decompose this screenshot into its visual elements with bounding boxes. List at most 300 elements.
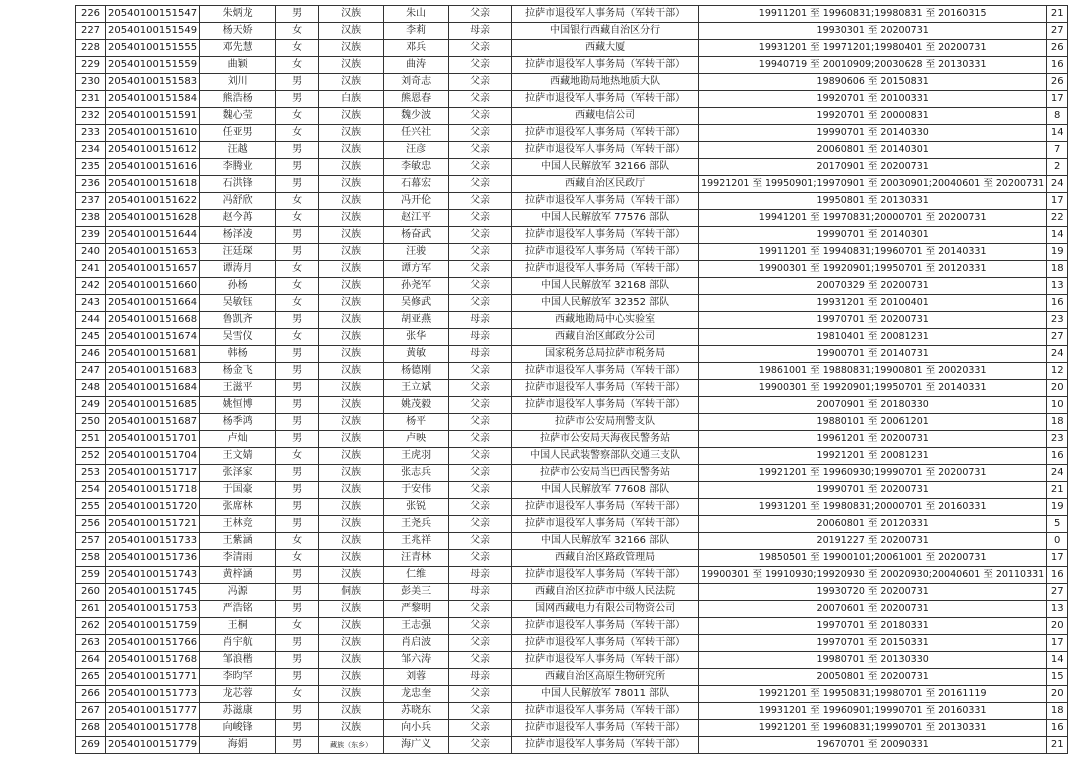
gender-cell: 男 — [276, 346, 319, 363]
gender-cell: 女 — [276, 533, 319, 550]
service-years-cell: 27 — [1047, 584, 1068, 601]
service-period-cell: 19900301 至 19920901;19950701 至 20140331 — [699, 380, 1047, 397]
service-period-cell: 20060801 至 20140301 — [699, 142, 1047, 159]
work-unit-cell: 拉萨市退役军人事务局（军转干部） — [512, 618, 699, 635]
parent-name-cell: 王虎羽 — [384, 448, 449, 465]
exam-id-cell: 20540100151753 — [106, 601, 200, 618]
gender-cell: 男 — [276, 652, 319, 669]
student-name-cell: 鲁凯齐 — [200, 312, 276, 329]
table-row — [76, 57, 1068, 74]
work-unit-cell: 拉萨市退役军人事务局（军转干部） — [512, 380, 699, 397]
work-unit-cell: 西藏自治区拉萨市中级人民法院 — [512, 584, 699, 601]
relation-cell: 父亲 — [449, 125, 512, 142]
table-row — [76, 448, 1068, 465]
table-row — [76, 686, 1068, 703]
exam-id-cell: 20540100151685 — [106, 397, 200, 414]
table-row — [76, 108, 1068, 125]
exam-id-cell: 20540100151674 — [106, 329, 200, 346]
student-name-cell: 张泽家 — [200, 465, 276, 482]
student-name-cell: 李腾业 — [200, 159, 276, 176]
table-row — [76, 737, 1068, 754]
student-name-cell: 孙杨 — [200, 278, 276, 295]
exam-id-cell: 20540100151559 — [106, 57, 200, 74]
service-period-cell: 19900701 至 20140731 — [699, 346, 1047, 363]
ethnicity-cell: 汉族 — [319, 465, 384, 482]
gender-cell: 女 — [276, 40, 319, 57]
gender-cell: 男 — [276, 397, 319, 414]
serial-number-cell: 234 — [76, 142, 106, 159]
service-years-cell: 13 — [1047, 601, 1068, 618]
relation-cell: 父亲 — [449, 363, 512, 380]
service-years-cell: 15 — [1047, 669, 1068, 686]
parent-name-cell: 魏少波 — [384, 108, 449, 125]
exam-id-cell: 20540100151745 — [106, 584, 200, 601]
parent-name-cell: 刘奇志 — [384, 74, 449, 91]
student-name-cell: 王滋平 — [200, 380, 276, 397]
service-period-cell: 19930301 至 20200731 — [699, 23, 1047, 40]
serial-number-cell: 260 — [76, 584, 106, 601]
student-name-cell: 肖宇航 — [200, 635, 276, 652]
relation-cell: 父亲 — [449, 516, 512, 533]
service-years-cell: 21 — [1047, 6, 1068, 23]
gender-cell: 女 — [276, 686, 319, 703]
work-unit-cell: 拉萨市退役军人事务局（军转干部） — [512, 227, 699, 244]
student-name-cell: 于国豪 — [200, 482, 276, 499]
service-period-cell: 19921201 至 19950831;19980701 至 20161119 — [699, 686, 1047, 703]
service-period-cell: 19920701 至 20000831 — [699, 108, 1047, 125]
table-row — [76, 652, 1068, 669]
service-years-cell: 27 — [1047, 329, 1068, 346]
serial-number-cell: 239 — [76, 227, 106, 244]
exam-id-cell: 20540100151547 — [106, 6, 200, 23]
ethnicity-cell: 汉族 — [319, 380, 384, 397]
parent-name-cell: 张志兵 — [384, 465, 449, 482]
ethnicity-cell: 汉族 — [319, 652, 384, 669]
parent-name-cell: 向小兵 — [384, 720, 449, 737]
exam-id-cell: 20540100151628 — [106, 210, 200, 227]
parent-name-cell: 肖启波 — [384, 635, 449, 652]
service-years-cell: 23 — [1047, 431, 1068, 448]
relation-cell: 父亲 — [449, 720, 512, 737]
serial-number-cell: 233 — [76, 125, 106, 142]
parent-name-cell: 冯开伦 — [384, 193, 449, 210]
student-name-cell: 吴雪仪 — [200, 329, 276, 346]
gender-cell: 男 — [276, 142, 319, 159]
service-years-cell: 24 — [1047, 465, 1068, 482]
table-row — [76, 278, 1068, 295]
service-period-cell: 19900301 至 19910930;19920930 至 20020930;20040601 至 20110331 — [699, 567, 1047, 584]
parent-name-cell: 邹六涛 — [384, 652, 449, 669]
ethnicity-cell: 汉族 — [319, 533, 384, 550]
ethnicity-cell: 汉族 — [319, 703, 384, 720]
parent-name-cell: 杨德刚 — [384, 363, 449, 380]
relation-cell: 母亲 — [449, 669, 512, 686]
parent-name-cell: 杨奋武 — [384, 227, 449, 244]
exam-id-cell: 20540100151721 — [106, 516, 200, 533]
parent-name-cell: 任兴社 — [384, 125, 449, 142]
parent-name-cell: 李莉 — [384, 23, 449, 40]
service-period-cell: 19970701 至 20200731 — [699, 312, 1047, 329]
ethnicity-cell: 汉族 — [319, 125, 384, 142]
table-row — [76, 499, 1068, 516]
service-years-cell: 24 — [1047, 176, 1068, 193]
relation-cell: 母亲 — [449, 312, 512, 329]
service-years-cell: 19 — [1047, 499, 1068, 516]
relation-cell: 父亲 — [449, 397, 512, 414]
student-name-cell: 张席林 — [200, 499, 276, 516]
exam-id-cell: 20540100151701 — [106, 431, 200, 448]
gender-cell: 男 — [276, 159, 319, 176]
parent-name-cell: 王尧兵 — [384, 516, 449, 533]
serial-number-cell: 241 — [76, 261, 106, 278]
serial-number-cell: 252 — [76, 448, 106, 465]
parent-name-cell: 熊恩春 — [384, 91, 449, 108]
relation-cell: 父亲 — [449, 635, 512, 652]
table-row — [76, 380, 1068, 397]
serial-number-cell: 246 — [76, 346, 106, 363]
exam-id-cell: 20540100151768 — [106, 652, 200, 669]
ethnicity-cell: 汉族 — [319, 40, 384, 57]
serial-number-cell: 244 — [76, 312, 106, 329]
work-unit-cell: 中国人民解放军 78011 部队 — [512, 686, 699, 703]
ethnicity-cell: 汉族 — [319, 176, 384, 193]
serial-number-cell: 265 — [76, 669, 106, 686]
exam-id-cell: 20540100151616 — [106, 159, 200, 176]
relation-cell: 母亲 — [449, 584, 512, 601]
service-years-cell: 14 — [1047, 125, 1068, 142]
parent-name-cell: 苏晓东 — [384, 703, 449, 720]
student-name-cell: 刘川 — [200, 74, 276, 91]
ethnicity-cell: 汉族 — [319, 329, 384, 346]
gender-cell: 男 — [276, 601, 319, 618]
work-unit-cell: 西藏自治区路政管理局 — [512, 550, 699, 567]
exam-id-cell: 20540100151771 — [106, 669, 200, 686]
ethnicity-cell: 汉族 — [319, 142, 384, 159]
table-row — [76, 91, 1068, 108]
ethnicity-cell: 汉族 — [319, 278, 384, 295]
work-unit-cell: 拉萨市退役军人事务局（军转干部） — [512, 261, 699, 278]
exam-id-cell: 20540100151704 — [106, 448, 200, 465]
relation-cell: 母亲 — [449, 346, 512, 363]
student-name-cell: 吴敏钰 — [200, 295, 276, 312]
gender-cell: 男 — [276, 244, 319, 261]
parent-name-cell: 张锐 — [384, 499, 449, 516]
parent-name-cell: 姚茂毅 — [384, 397, 449, 414]
table-row — [76, 669, 1068, 686]
table-row — [76, 23, 1068, 40]
ethnicity-cell: 汉族 — [319, 210, 384, 227]
service-period-cell: 20060801 至 20120331 — [699, 516, 1047, 533]
service-years-cell: 16 — [1047, 448, 1068, 465]
relation-cell: 父亲 — [449, 686, 512, 703]
table-row — [76, 601, 1068, 618]
service-period-cell: 19890606 至 20150831 — [699, 74, 1047, 91]
work-unit-cell: 中国人民解放军 77608 部队 — [512, 482, 699, 499]
ethnicity-cell: 汉族 — [319, 295, 384, 312]
work-unit-cell: 拉萨市退役军人事务局（军转干部） — [512, 635, 699, 652]
work-unit-cell: 西藏大厦 — [512, 40, 699, 57]
serial-number-cell: 264 — [76, 652, 106, 669]
work-unit-cell: 中国人民解放军 32166 部队 — [512, 159, 699, 176]
parent-name-cell: 王志强 — [384, 618, 449, 635]
gender-cell: 女 — [276, 618, 319, 635]
table-row — [76, 6, 1068, 23]
exam-id-cell: 20540100151668 — [106, 312, 200, 329]
student-name-cell: 杨季鸿 — [200, 414, 276, 431]
work-unit-cell: 中国人民武装警察部队交通三支队 — [512, 448, 699, 465]
parent-name-cell: 杨平 — [384, 414, 449, 431]
serial-number-cell: 232 — [76, 108, 106, 125]
service-years-cell: 16 — [1047, 720, 1068, 737]
gender-cell: 女 — [276, 108, 319, 125]
serial-number-cell: 238 — [76, 210, 106, 227]
gender-cell: 男 — [276, 482, 319, 499]
ethnicity-cell: 汉族 — [319, 261, 384, 278]
service-period-cell: 19931201 至 19980831;20000701 至 20160331 — [699, 499, 1047, 516]
service-period-cell: 19850501 至 19900101;20061001 至 20200731 — [699, 550, 1047, 567]
table-row — [76, 142, 1068, 159]
serial-number-cell: 258 — [76, 550, 106, 567]
service-period-cell: 19670701 至 20090331 — [699, 737, 1047, 754]
exam-id-cell: 20540100151766 — [106, 635, 200, 652]
exam-id-cell: 20540100151718 — [106, 482, 200, 499]
serial-number-cell: 248 — [76, 380, 106, 397]
gender-cell: 男 — [276, 703, 319, 720]
student-name-cell: 杨泽凌 — [200, 227, 276, 244]
work-unit-cell: 中国人民解放军 32166 部队 — [512, 533, 699, 550]
student-name-cell: 谭涛月 — [200, 261, 276, 278]
exam-id-cell: 20540100151778 — [106, 720, 200, 737]
parent-name-cell: 海广义 — [384, 737, 449, 754]
table-row — [76, 227, 1068, 244]
exam-id-cell: 20540100151773 — [106, 686, 200, 703]
student-name-cell: 熊浩杨 — [200, 91, 276, 108]
ethnicity-cell: 汉族 — [319, 431, 384, 448]
serial-number-cell: 268 — [76, 720, 106, 737]
table-row — [76, 329, 1068, 346]
table-row — [76, 465, 1068, 482]
student-name-cell: 邓先慧 — [200, 40, 276, 57]
table-row — [76, 397, 1068, 414]
gender-cell: 男 — [276, 737, 319, 754]
serial-number-cell: 257 — [76, 533, 106, 550]
exam-id-cell: 20540100151759 — [106, 618, 200, 635]
gender-cell: 男 — [276, 227, 319, 244]
table-row — [76, 431, 1068, 448]
serial-number-cell: 247 — [76, 363, 106, 380]
serial-number-cell: 236 — [76, 176, 106, 193]
parent-name-cell: 黄敏 — [384, 346, 449, 363]
ethnicity-cell: 藏族（东乡） — [319, 737, 384, 754]
parent-name-cell: 朱山 — [384, 6, 449, 23]
service-years-cell: 18 — [1047, 414, 1068, 431]
parent-name-cell: 张华 — [384, 329, 449, 346]
relation-cell: 母亲 — [449, 329, 512, 346]
parent-name-cell: 胡亚燕 — [384, 312, 449, 329]
ethnicity-cell: 汉族 — [319, 23, 384, 40]
service-years-cell: 17 — [1047, 91, 1068, 108]
serial-number-cell: 259 — [76, 567, 106, 584]
service-years-cell: 14 — [1047, 227, 1068, 244]
work-unit-cell: 中国人民解放军 77576 部队 — [512, 210, 699, 227]
ethnicity-cell: 汉族 — [319, 227, 384, 244]
service-period-cell: 19921201 至 20081231 — [699, 448, 1047, 465]
serial-number-cell: 267 — [76, 703, 106, 720]
exam-id-cell: 20540100151779 — [106, 737, 200, 754]
service-period-cell: 19810401 至 20081231 — [699, 329, 1047, 346]
table-row — [76, 516, 1068, 533]
exam-id-cell: 20540100151660 — [106, 278, 200, 295]
work-unit-cell: 拉萨市退役军人事务局（军转干部） — [512, 567, 699, 584]
service-period-cell: 19931201 至 19960901;19990701 至 20160331 — [699, 703, 1047, 720]
student-name-cell: 王桐 — [200, 618, 276, 635]
student-name-cell: 向峻锋 — [200, 720, 276, 737]
parent-name-cell: 石幕宏 — [384, 176, 449, 193]
serial-number-cell: 228 — [76, 40, 106, 57]
work-unit-cell: 拉萨市退役军人事务局（军转干部） — [512, 737, 699, 754]
service-years-cell: 21 — [1047, 737, 1068, 754]
service-years-cell: 18 — [1047, 703, 1068, 720]
work-unit-cell: 拉萨市公安局刑警支队 — [512, 414, 699, 431]
gender-cell: 男 — [276, 176, 319, 193]
gender-cell: 男 — [276, 465, 319, 482]
table-row — [76, 533, 1068, 550]
gender-cell: 男 — [276, 567, 319, 584]
serial-number-cell: 250 — [76, 414, 106, 431]
ethnicity-cell: 汉族 — [319, 159, 384, 176]
service-years-cell: 17 — [1047, 635, 1068, 652]
table-row — [76, 618, 1068, 635]
service-period-cell: 19941201 至 19970831;20000701 至 20200731 — [699, 210, 1047, 227]
gender-cell: 男 — [276, 584, 319, 601]
table-row — [76, 703, 1068, 720]
service-years-cell: 14 — [1047, 652, 1068, 669]
relation-cell: 父亲 — [449, 737, 512, 754]
serial-number-cell: 256 — [76, 516, 106, 533]
parent-name-cell: 曲涛 — [384, 57, 449, 74]
gender-cell: 女 — [276, 278, 319, 295]
service-period-cell: 20191227 至 20200731 — [699, 533, 1047, 550]
serial-number-cell: 226 — [76, 6, 106, 23]
serial-number-cell: 262 — [76, 618, 106, 635]
serial-number-cell: 242 — [76, 278, 106, 295]
exam-id-cell: 20540100151591 — [106, 108, 200, 125]
exam-id-cell: 20540100151664 — [106, 295, 200, 312]
work-unit-cell: 拉萨市退役军人事务局（军转干部） — [512, 703, 699, 720]
ethnicity-cell: 汉族 — [319, 6, 384, 23]
ethnicity-cell: 汉族 — [319, 448, 384, 465]
student-name-cell: 卢灿 — [200, 431, 276, 448]
ethnicity-cell: 汉族 — [319, 618, 384, 635]
service-years-cell: 26 — [1047, 40, 1068, 57]
ethnicity-cell: 汉族 — [319, 397, 384, 414]
exam-id-cell: 20540100151687 — [106, 414, 200, 431]
serial-number-cell: 237 — [76, 193, 106, 210]
ethnicity-cell: 汉族 — [319, 482, 384, 499]
parent-name-cell: 王立斌 — [384, 380, 449, 397]
student-name-cell: 冯源 — [200, 584, 276, 601]
student-name-cell: 李清雨 — [200, 550, 276, 567]
student-name-cell: 杨金飞 — [200, 363, 276, 380]
table-row — [76, 193, 1068, 210]
relation-cell: 父亲 — [449, 601, 512, 618]
exam-id-cell: 20540100151681 — [106, 346, 200, 363]
service-years-cell: 16 — [1047, 57, 1068, 74]
exam-id-cell: 20540100151683 — [106, 363, 200, 380]
student-name-cell: 王紫涵 — [200, 533, 276, 550]
gender-cell: 女 — [276, 261, 319, 278]
table-row — [76, 567, 1068, 584]
service-period-cell: 19861001 至 19880831;19900801 至 20020331 — [699, 363, 1047, 380]
service-years-cell: 17 — [1047, 193, 1068, 210]
work-unit-cell: 中国人民解放军 32352 部队 — [512, 295, 699, 312]
serial-number-cell: 227 — [76, 23, 106, 40]
gender-cell: 女 — [276, 295, 319, 312]
student-name-cell: 龙芯蓉 — [200, 686, 276, 703]
work-unit-cell: 中国银行西藏自治区分行 — [512, 23, 699, 40]
student-name-cell: 冯舒欣 — [200, 193, 276, 210]
gender-cell: 男 — [276, 720, 319, 737]
exam-id-cell: 20540100151717 — [106, 465, 200, 482]
service-years-cell: 2 — [1047, 159, 1068, 176]
gender-cell: 男 — [276, 312, 319, 329]
parent-name-cell: 卢映 — [384, 431, 449, 448]
relation-cell: 父亲 — [449, 380, 512, 397]
service-years-cell: 20 — [1047, 618, 1068, 635]
relation-cell: 父亲 — [449, 448, 512, 465]
service-period-cell: 19900301 至 19920901;19950701 至 20120331 — [699, 261, 1047, 278]
exam-id-cell: 20540100151610 — [106, 125, 200, 142]
relation-cell: 父亲 — [449, 414, 512, 431]
gender-cell: 男 — [276, 414, 319, 431]
service-period-cell: 19940719 至 20010909;20030628 至 20130331 — [699, 57, 1047, 74]
service-years-cell: 27 — [1047, 23, 1068, 40]
work-unit-cell: 拉萨市退役军人事务局（军转干部） — [512, 125, 699, 142]
service-period-cell: 19921201 至 19950901;19970901 至 20030901;20040601 至 20200731 — [699, 176, 1047, 193]
exam-id-cell: 20540100151583 — [106, 74, 200, 91]
serial-number-cell: 240 — [76, 244, 106, 261]
work-unit-cell: 西藏自治区高原生物研究所 — [512, 669, 699, 686]
exam-id-cell: 20540100151720 — [106, 499, 200, 516]
table-row — [76, 159, 1068, 176]
exam-id-cell: 20540100151733 — [106, 533, 200, 550]
service-period-cell: 19911201 至 19940831;19960701 至 20140331 — [699, 244, 1047, 261]
work-unit-cell: 国家税务总局拉萨市税务局 — [512, 346, 699, 363]
parent-name-cell: 刘蓉 — [384, 669, 449, 686]
service-period-cell: 19880101 至 20061201 — [699, 414, 1047, 431]
gender-cell: 男 — [276, 363, 319, 380]
gender-cell: 男 — [276, 635, 319, 652]
student-name-cell: 石洪锋 — [200, 176, 276, 193]
records-table — [75, 5, 1068, 754]
relation-cell: 父亲 — [449, 550, 512, 567]
gender-cell: 女 — [276, 57, 319, 74]
work-unit-cell: 拉萨市退役军人事务局（军转干部） — [512, 363, 699, 380]
relation-cell: 父亲 — [449, 108, 512, 125]
relation-cell: 父亲 — [449, 482, 512, 499]
student-name-cell: 王文婧 — [200, 448, 276, 465]
ethnicity-cell: 汉族 — [319, 516, 384, 533]
work-unit-cell: 拉萨市退役军人事务局（军转干部） — [512, 57, 699, 74]
relation-cell: 父亲 — [449, 57, 512, 74]
exam-id-cell: 20540100151684 — [106, 380, 200, 397]
service-period-cell: 19990701 至 20140330 — [699, 125, 1047, 142]
relation-cell: 母亲 — [449, 567, 512, 584]
ethnicity-cell: 汉族 — [319, 686, 384, 703]
parent-name-cell: 邓兵 — [384, 40, 449, 57]
parent-name-cell: 彭美三 — [384, 584, 449, 601]
relation-cell: 父亲 — [449, 91, 512, 108]
